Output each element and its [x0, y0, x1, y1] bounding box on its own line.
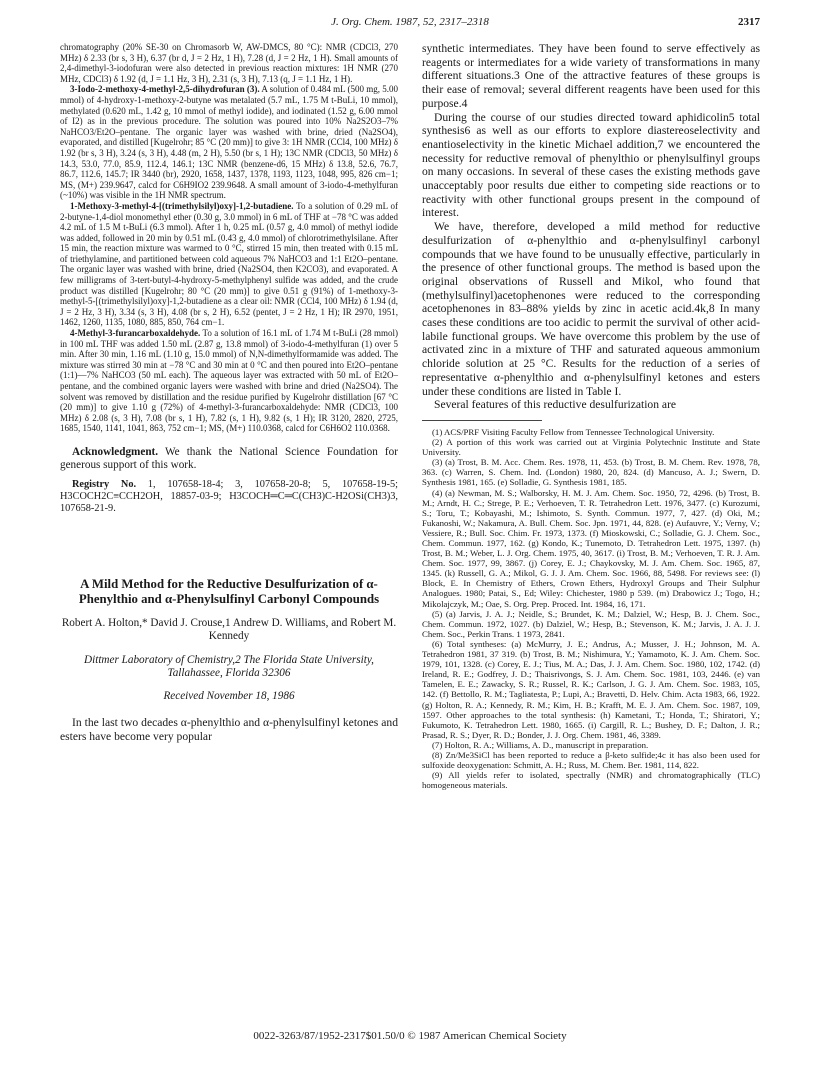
- body-paragraph: synthetic intermediates. They have been found to serve effectively as reagents or intermediates for a wide variety of transformations in many different situations.3 One of the attractive features of these groups is their ease of removal; several different reagents have been used for this purpose.4: [422, 42, 760, 110]
- journal-citation: J. Org. Chem. 1987, 52, 2317–2318: [331, 16, 489, 28]
- affiliation: Dittmer Laboratory of Chemistry,2 The Florida State University, Tallahassee, Florida 32306: [84, 653, 374, 680]
- footnote-divider: [422, 420, 542, 421]
- body-paragraph: We have, therefore, developed a mild method for reductive desulfurization of α-phenylthio and α-phenylsulfinyl carbonyl compounds that we have found to be unusually effective, particularly in the presence of other functional groups. The method is based upon the original observations of Russell and Mikol, who found that (methylsulfinyl)acetophenones were reduced to the corresponding acetophenones in 83–88% yields by zinc in acetic acid.4k,8 In many cases these conditions are too acidic to permit the survival of other acid-labile functional groups. We have overcome this problem by the use of activated zinc in a mixture of THF and saturated aqueous ammonium chloride solution at 25 °C. Results for the reduction of a series of representative α-phenylthio and α-phenylsulfinyl ketones and esters under these conditions are listed in Table I.: [422, 220, 760, 398]
- experimental-paragraph: chromatography (20% SE-30 on Chromasorb W, AW-DMCS, 80 °C): NMR (CDCl3, 270 MHz) δ 2.33 (br s, 3 H), 6.37 (br d, J = 2 Hz, 1 H), 7.28 (d, J = 2 Hz, 1 H). Small amounts of 2,4-dimethyl-3-iodofuran were also detected in previous reaction mixtures: 1H NMR (270 MHz, CDCl3) δ 1.92 (d, J = 1.1 Hz, 3 H), 2.31 (s, 3 H), 7.13 (q, J = 1.1 Hz, 1 H).: [60, 42, 398, 84]
- page-number: 2317: [738, 16, 760, 28]
- author-list: Robert A. Holton,* David J. Crouse,1 Andrew D. Williams, and Robert M. Kennedy: [61, 617, 397, 643]
- footnote: (7) Holton, R. A.; Williams, A. D., manuscript in preparation.: [432, 739, 649, 750]
- footnote: (5) (a) Jarvis, J. A. J.; Neidle, S.; Brundet, K. M.; Dalziel, W.; Hesp, B. J. Chem. Soc., Chem. Commun. 1972, 1027. (b) Dalziel, W.; Hesp, B.; Stevenson, K. M.; Jarvis, J. A. J. J. Chem. Soc., Perkin Trans. 1 1973, 2841.: [422, 608, 760, 639]
- received-date: Received November 18, 1986: [163, 690, 295, 703]
- compound-heading: 1-Methoxy-3-methyl-4-[(trimethylsilyl)oxy]-1,2-butadiene.: [70, 200, 294, 211]
- footnote: (3) (a) Trost, B. M. Acc. Chem. Res. 1978, 11, 453. (b) Trost, B. M. Chem. Rev. 1978, 78, 363. (c) Warren, S. Chem. Ind. (London) 1980, 20, 824. (d) Mancuso, A. J.; Swern, D. Synthesis 1981, 165. (e) Solladie, G. Synthesis 1981, 185.: [422, 457, 760, 488]
- compound-heading: 3-Iodo-2-methoxy-4-methyl-2,5-dihydrofuran (3).: [70, 84, 260, 95]
- article-title: A Mild Method for the Reductive Desulfurization of α-Phenylthio and α-Phenylsulfinyl Carbonyl Compounds: [78, 577, 380, 607]
- experimental-paragraph: 3-Iodo-2-methoxy-4-methyl-2,5-dihydrofuran (3). A solution of 0.484 mL (500 mg, 5.00 mmol) of 4-hydroxy-1-methoxy-2-butyne was metalated (5.7 mL, 1.75 M t-BuLi, 10 mmol), methylated (0.620 mL, 1.42 g, 10 mmol of methyl iodide), and iodinated (1.52 g, 6.00 mmol of I2) as in the previous procedure. The solution was poured into 10% Na2S2O3–7% NaHCO3/Et2O–pentane. The organic layer was washed with brine, dried (Na2SO4), evaporated, and distilled [Kugelrohr; 85 °C (20 mm)] to give 3: 1H NMR (CCl4, 100 MHz) δ 1.92 (br s, 3 H), 3.24 (s, 3 H), 4.48 (m, 2 H), 5.50 (br s, 1 H); 13C NMR (CDCl3, 50 MHz) δ 14.3, 53.0, 77.0, 85.9, 112.4, 146.1; 13C NMR (benzene-d6, 15 MHz) δ 13.8, 52.6, 76.7, 86.7, 112.6, 145.7; IR 3440 (br), 2920, 1658, 1437, 1378, 1193, 1123, 1048, 995, 826 cm−1; MS, (M+) 239.9647, calcd for C6H9IO2 239.9648. A small amount of 3-iodo-4-methylfuran (~10%) was visible in the 1H NMR spectrum.: [60, 84, 399, 201]
- footnote: (9) All yields refer to isolated, spectrally (NMR) and chromatographically (TLC) homogeneous materials.: [422, 770, 760, 791]
- right-column: [422, 42, 760, 790]
- footnote: (1) ACS/PRF Visiting Faculty Fellow from Tennessee Technological University.: [432, 426, 715, 437]
- page-footer: 0022-3263/87/1952-2317$01.50/0 © 1987 American Chemical Society: [253, 1030, 567, 1042]
- footnote: (8) Zn/Me3SiCl has been reported to reduce a β-keto sulfide;4c it has also been used for sulfoxide deoxygenation: Schmitt, A. H.; Russ, M. Chem. Ber. 1981, 114, 822.: [422, 749, 760, 771]
- acknowledgment: Acknowledgment. We thank the National Science Foundation for generous support of this work.: [60, 445, 398, 472]
- intro-paragraph: In the last two decades α-phenylthio and α-phenylsulfinyl ketones and esters have become very popular: [60, 716, 398, 744]
- footnotes: [422, 427, 760, 790]
- experimental-paragraph: 4-Methyl-3-furancarboxaldehyde. To a solution of 16.1 mL of 1.74 M t-BuLi (28 mmol) in 100 mL THF was added 1.50 mL (2.87 g, 13.8 mmol) of 3-iodo-4-methylfuran (1) over 5 min. After 30 min, 1.16 mL (1.10 g, 15.0 mmol) of N,N-dimethylformamide was added. The mixture was stirred 30 min at −78 °C and 30 min at 0 °C and then poured into Et2O–pentane (1:1)—7% NaHCO3 (50 mL each). The aqueous layer was extracted with 50 mL of Et2O–pentane, and the combined organic layers were washed with brine and dried (Na2SO4). The solvent was removed by distillation and the residue purified by Kugelrohr distillation [67 °C (20 mm)] to give 1.10 g (72%) of 4-methyl-3-furancarboxaldehyde: NMR (CDCl3, 100 MHz) δ 2.08 (s, 3 H), 7.08 (br s, 1 H), 7.82 (s, 1 H), 9.82 (s, 1 H); IR 3120, 2820, 2725, 1685, 1540, 1141, 1041, 863, 752 cm−1; MS, (M+) 110.0368, calcd for C6H6O2 110.0368.: [60, 328, 398, 434]
- footnote: (6) Total syntheses: (a) McMurry, J. E.; Andrus, A.; Musser, J. H.; Johnson, M. A. Tetrahedron 1981, 37 319. (b) Trost, B. M.; Nishimura, Y.; Yamamoto, K. J. Am. Chem. Soc. 1979, 101, 1328. (c) Corey, E. J.; Tius, M. A.; Das, J. J. Am. Chem. Soc. 1980, 102, 1742. (d) Ireland, R. E.; Godfrey, J. D.; Thaisrivongs, S. J. Am. Chem. Soc. 1981, 103, 2446. (e) van Tamelen, E. E.; Zawacky, S. R.; Russel, R. K.; Carlson, J. G. J. Am. Chem. Soc. 1983, 105, 142. (f) Bettollo, R. M.; Tagliatesta, P.; Lupi, A.; Bravetti, D. Helv. Chim. Acta 1983, 66, 1922. (g) Holton, R. A.; Kennedy, R. M.; Kim, H. B.; Krafft, M. E. J. Am. Chem. Soc. 1987, 109, 1597. Other approaches to the total synthesis: (h) Kametani, T.; Honda, T.; Shiratori, Y.; Fukumoto, K. Tetrahedron Lett. 1980, 1665. (i) Cargill, R. L.; Bushey, D. F.; Dalton, J. R.; Prasad, R. S.; Dyer, R. D.; Bonder, J. J. Org. Chem. 1981, 46, 3389.: [422, 638, 760, 740]
- body-paragraph: Several features of this reductive desulfurization are: [434, 398, 677, 412]
- footnote: (4) (a) Newman, M. S.; Walborsky, H. M. J. Am. Chem. Soc. 1950, 72, 4296. (b) Trost, B. M.; Arndt, H. C.; Strege, P. E.; Verhoeven, T. R. Tetrahedron Lett. 1976, 3477. (c) Kurozumi, S.; Toru, T.; Kobayashi, M.; Ishimoto, S. Synth. Commun. 1977, 7, 427. (d) Oki, M.; Fukanoshi, W.; Nakamura, A. Bull. Chem. Soc. Jpn. 1971, 44, 828. (e) Aufauvre, Y.; Verny, V.; Vessiere, R.; Bull. Soc. Chim. Fr. 1973, 1373. (f) Mioskowski, C.; Solladie, G. J. Chem. Soc., Chem. Commun. 1977, 162. (g) Kondo, K.; Tunemoto, D. Tetrahedron Lett. 1975, 1397. (h) Trost, B. M.; Weber, L. J. Org. Chem. 1975, 40, 3617. (i) Trost, B. M.; Verhoeven, T. R. J. Am. Chem. Soc. 1977, 99, 3867. (j) Corey, E. J.; Chaykovsky, M. J. Am. Chem. Soc. 1965, 87, 1345. (k) Russell, G. A.; Mikol, G. J. J. Am. Chem. Soc. 1966, 88, 5498. For reviews see: (l) Block, E. In Chemistry of Ethers, Crown Ethers, Hydroxyl Groups and Their Sulphur Analogues. 1980; Patai, S., Ed; Wiley: Chichester, 1980 p 539. (m) Drabowicz J.; Togo, H.; Mikolajczyk, M.; Oae, S. Org. Prep. Proced. Int. 1984, 16, 171.: [422, 487, 760, 609]
- left-column: [60, 42, 398, 744]
- experimental-paragraph: 1-Methoxy-3-methyl-4-[(trimethylsilyl)oxy]-1,2-butadiene. To a solution of 0.29 mL of 2-butyne-1,4-diol monomethyl ether (0.30 g, 3.0 mmol) in 6 mL of THF at −78 °C was added 4.2 mL of 1.5 M t-BuLi (6.3 mmol). After 1 h, 0.25 mL (0.57 g, 4.0 mmol) of methyl iodide was added, followed in 20 min by 0.51 mL (0.43 g, 4.0 mmol) of chlorotrimethylsilane. After 15 min, the reaction mixture was warmed to 0 °C, stirred 15 min, then treated with 0.15 mL of triethylamine, and partitioned between cold aqueous 7% NaHCO3 and 1:1 Et2O–pentane. The organic layer was washed with brine, dried (Na2SO4, then K2CO3), and evaporated. A few milligrams of 3-tert-butyl-4-hydroxy-5-methylphenyl sulfide was added, and the crude product was distilled [Kugelrohr; 80 °C (20 mm)] to give 0.51 g (91%) of 1-methoxy-3-methyl-5-[(trimethylsilyl)oxy]-1,2-butadiene as a clear oil: NMR (CCl4, 100 MHz) δ 1.94 (d, J = 2 Hz, 3 H), 3.34 (s, 3 H), 4.08 (br s, 2 H), 6.52 (pentet, J = 2 Hz, 1 H); IR 2970, 1951, 1462, 1260, 1135, 1080, 885, 850, 764 cm−1.: [60, 200, 399, 328]
- registry-numbers: Registry No. 1, 107658-18-4; 3, 107658-20-8; 5, 107658-19-5; H3COCH2C≡CCH2OH, 18857-03-9; H3COCH═C═C(CH3)C-H2OSi(CH3)3, 107658-21-9.: [60, 478, 398, 514]
- compound-heading: 4-Methyl-3-furancarboxaldehyde.: [70, 328, 201, 339]
- body-paragraph: During the course of our studies directed toward aphidicolin5 total synthesis6 as well as our efforts to explore diastereoselectivity and enantioselectivity in the kinetic Michael addition,7 we encountered the necessity for reductive removal of phenylthio or phenylsulfinyl groups on many occasions. In several of these cases the existing methods gave unacceptably poor results due either to competing side reactions or to reactivity with other functional groups present in the compound of interest.: [422, 110, 760, 220]
- running-header: [60, 16, 760, 34]
- footnote: (2) A portion of this work was carried out at Virginia Polytechnic Institute and State University.: [422, 437, 760, 458]
